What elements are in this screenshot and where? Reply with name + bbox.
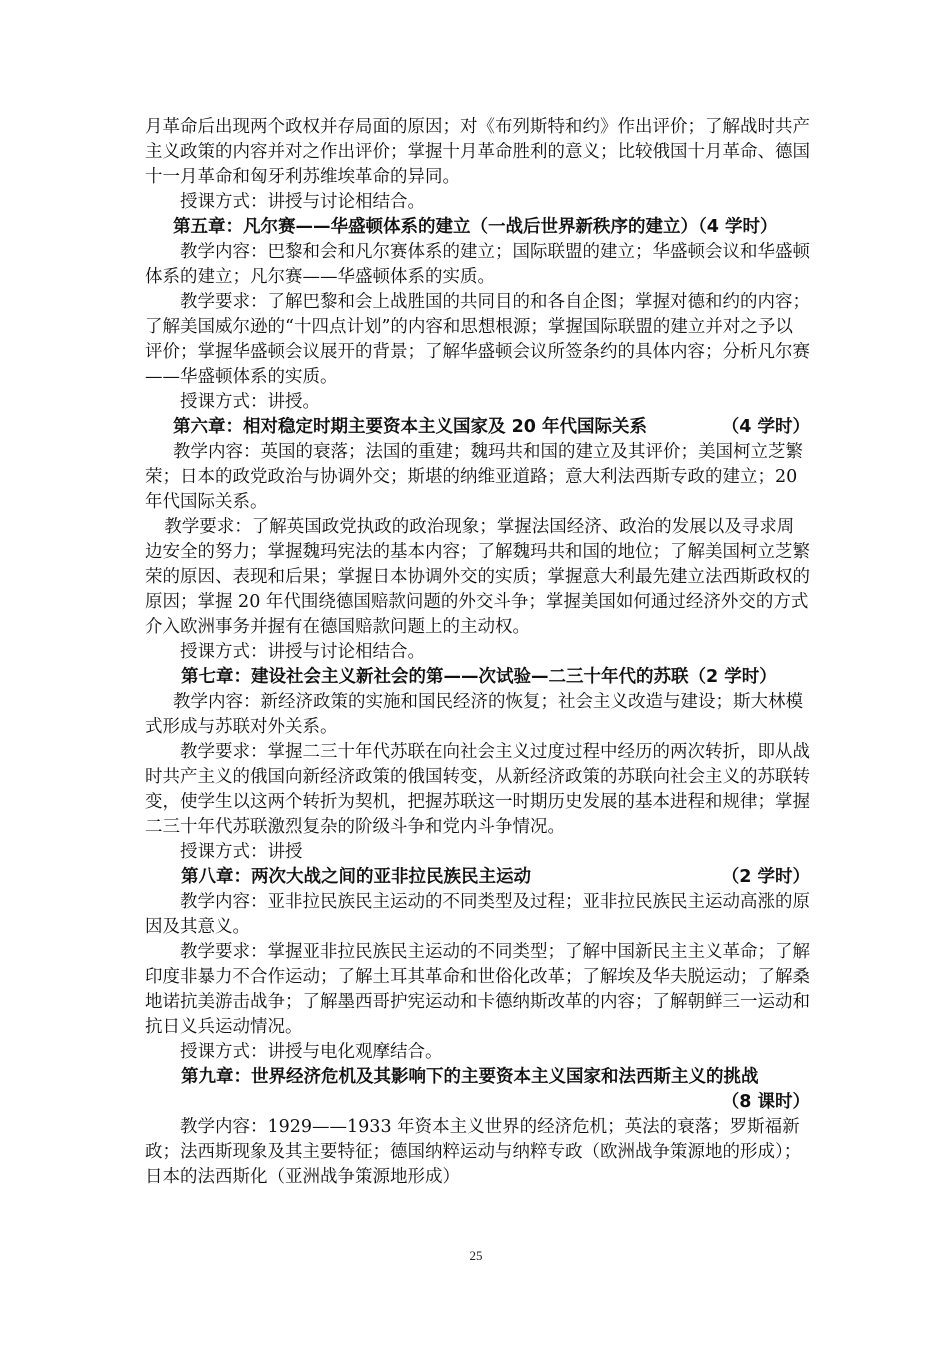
chapter-9-hours: （8 课时） <box>721 1092 810 1112</box>
paragraph: 月革命后出现两个政权并存局面的原因；对《布列斯特和约》作出评价；了解战时共产主义政策的内容并对之作出评价；掌握十月革命胜利的意义；比较俄国十月革命、德国十一月革命和匈牙利苏维埃革命的异同。 <box>145 117 810 187</box>
paragraph: 教学内容：英国的衰落；法国的重建；魏玛共和国的建立及其评价；美国柯立芝繁荣；日本的政党政治与协调外交；斯堪的纳维亚道路；意大利法西斯专政的建立；20 年代国际关系。 <box>145 442 803 512</box>
chapter-9-heading: 第九章：世界经济危机及其影响下的主要资本主义国家和法西斯主义的挑战 <box>181 1067 759 1087</box>
chapter-8-heading <box>145 865 810 890</box>
paragraph: 授课方式：讲授与电化观摩结合。 <box>180 1042 443 1062</box>
chapter-8-hours: （2 学时） <box>721 867 810 887</box>
paragraph: 教学要求：掌握亚非拉民族民主运动的不同类型；了解中国新民主主义革命；了解印度非暴力不合作运动；了解土耳其革命和世俗化改革；了解埃及华夫脱运动；了解桑地诺抗美游击战争；了解墨西哥护宪运动和卡德纳斯改革的内容；了解朝鲜三一运动和抗日义兵运动情况。 <box>145 942 810 1037</box>
paragraph: 教学内容：新经济政策的实施和国民经济的恢复；社会主义改造与建设；斯大林模式形成与苏联对外关系。 <box>145 692 803 737</box>
page-number: 25 <box>469 1248 483 1263</box>
paragraph: 教学内容：1929——1933 年资本主义世界的经济危机；英法的衰落；罗斯福新政；法西斯现象及其主要特征；德国纳粹运动与纳粹专政（欧洲战争策源地的形成）；日本的法西斯化（亚洲战争策源地形成） <box>145 1117 802 1187</box>
paragraph: 教学要求：了解巴黎和会上战胜国的共同目的和各自企图；掌握对德和约的内容；了解美国威尔逊的“十四点计划”的内容和思想根源；掌握国际联盟的建立并对之予以评价；掌握华盛顿会议展开的背景；了解华盛顿会议所签条约的具体内容；分析凡尔赛——华盛顿体系的实质。 <box>145 292 810 387</box>
paragraph: 授课方式：讲授与讨论相结合。 <box>180 192 425 212</box>
chapter-5-heading: 第五章：凡尔赛——华盛顿体系的建立（一战后世界新秩序的建立）（4 学时） <box>173 217 778 237</box>
paragraph: 授课方式：讲授 <box>180 842 303 862</box>
chapter-7-heading: 第七章：建设社会主义新社会的第——次试验—二三十年代的苏联（2 学时） <box>181 667 777 687</box>
chapter-6-hours: （4 学时） <box>721 417 810 437</box>
page-body <box>145 115 810 1190</box>
paragraph: 教学内容：亚非拉民族民主运动的不同类型及过程；亚非拉民族民主运动高涨的原因及其意义。 <box>145 892 810 937</box>
paragraph: 授课方式：讲授与讨论相结合。 <box>180 642 425 662</box>
chapter-6-heading <box>145 415 810 440</box>
chapter-6-title: 第六章：相对稳定时期主要资本主义国家及 20 年代国际关系 <box>173 417 648 437</box>
paragraph: 教学要求：掌握二三十年代苏联在向社会主义过度过程中经历的两次转折，即从战时共产主义的俄国向新经济政策的俄国转变，从新经济政策的苏联向社会主义的苏联转变，使学生以这两个转折为契机，把握苏联这一时期历史发展的基本进程和规律；掌握二三十年代苏联激烈复杂的阶级斗争和党内斗争情况。 <box>145 742 810 837</box>
chapter-8-title: 第八章：两次大战之间的亚非拉民族民主运动 <box>181 867 531 887</box>
paragraph: 教学要求：了解英国政党执政的政治现象；掌握法国经济、政治的发展以及寻求周边安全的努力；掌握魏玛宪法的基本内容；了解魏玛共和国的地位；了解美国柯立芝繁荣的原因、表现和后果；掌握日本协调外交的实质；掌握意大利最先建立法西斯政权的原因；掌握 20 年代围绕德国赔款问题的外交斗争；掌握美国如何通过经济外交的方式介入欧洲事务并握有在德国赔款问题上的主动权。 <box>145 517 810 637</box>
paragraph: 教学内容：巴黎和会和凡尔赛体系的建立；国际联盟的建立；华盛顿会议和华盛顿体系的建立；凡尔赛——华盛顿体系的实质。 <box>145 242 810 287</box>
paragraph: 授课方式：讲授。 <box>180 392 320 412</box>
